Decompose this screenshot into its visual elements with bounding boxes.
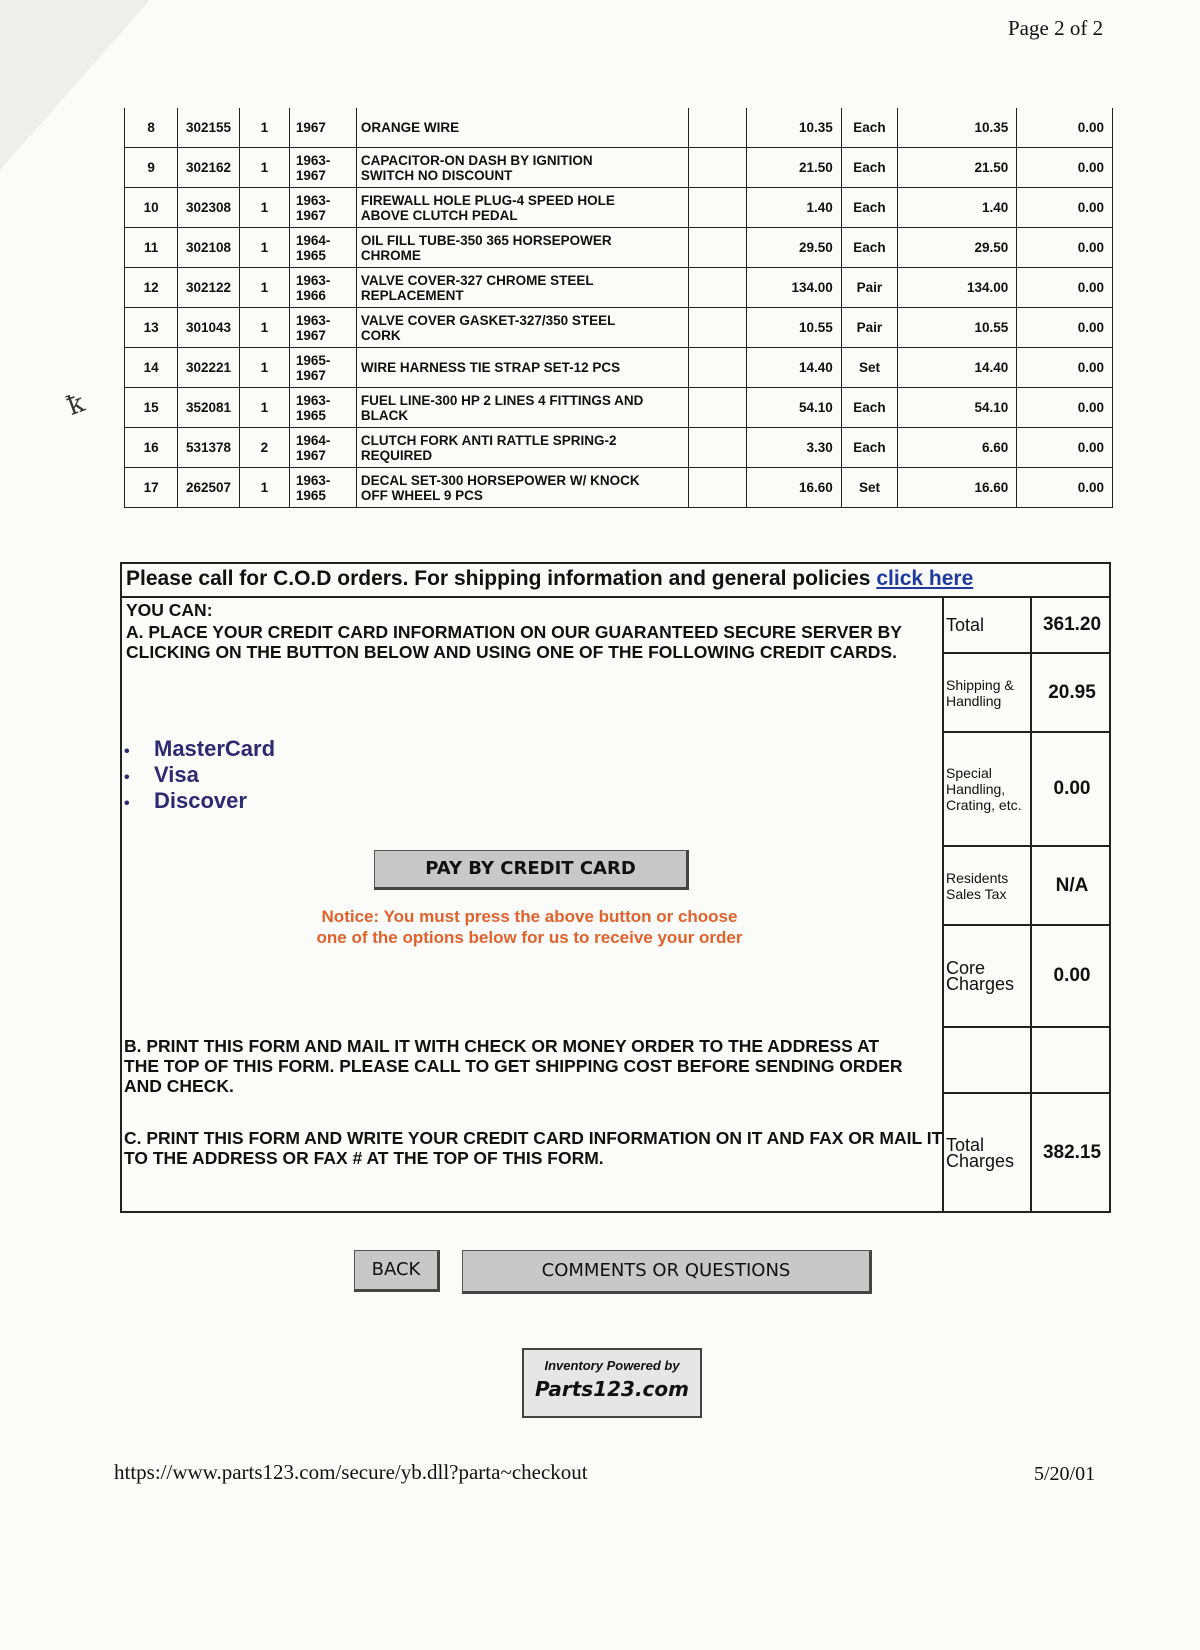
credit-card-list (124, 736, 275, 814)
tax-cell: 0.00 (1017, 348, 1113, 388)
order-notice: Notice: You must press the above button or choose one of the options below for us to receive your order (316, 907, 743, 947)
total-charges-row (942, 1092, 1110, 1211)
line-number-cell: 8 (125, 108, 178, 148)
back-button[interactable]: BACK (354, 1250, 440, 1292)
special-handling-value: 0.00 (1030, 733, 1112, 845)
part-number-cell: 302221 (178, 348, 240, 388)
quantity-cell: 2 (239, 428, 289, 468)
extended-price-cell: 6.60 (898, 428, 1017, 468)
payment-options (122, 598, 942, 1211)
part-number-cell: 302162 (178, 148, 240, 188)
shipping-label: Shipping & Handling (946, 676, 1014, 709)
line-number-cell: 14 (125, 348, 178, 388)
table-row (125, 428, 1113, 468)
spacer-cell (1030, 1028, 1112, 1092)
description-line-1: WIRE HARNESS TIE STRAP SET-12 PCS (360, 360, 621, 375)
tax-cell: 0.00 (1017, 228, 1113, 268)
description-line-1: ORANGE WIRE (360, 120, 460, 135)
description-line-2: CHROME (360, 247, 421, 263)
description-cell (356, 188, 688, 228)
line-number-cell: 9 (125, 148, 178, 188)
print-date: 5/20/01 (1034, 1463, 1096, 1485)
description-cell (356, 148, 688, 188)
part-number-cell: 352081 (178, 388, 240, 428)
spacer-row (942, 1026, 1110, 1092)
special-handling-row (942, 731, 1110, 845)
extended-price-cell: 14.40 (898, 348, 1017, 388)
tax-cell: 0.00 (1017, 188, 1113, 228)
line-number-cell: 15 (125, 388, 178, 428)
description-line-2: REPLACEMENT (360, 287, 464, 303)
page-number: Page 2 of 2 (1008, 16, 1104, 40)
part-number-cell: 302308 (178, 188, 240, 228)
unit-cell: Set (841, 348, 897, 388)
description-cell (356, 388, 688, 428)
unit-cell: Each (841, 148, 897, 188)
handwritten-margin-mark: ꝁ (63, 388, 89, 422)
line-number-cell: 12 (125, 268, 178, 308)
year-range-cell: 1964- 1965 (289, 228, 356, 268)
description-line-1: CAPACITOR-ON DASH BY IGNITION (360, 152, 593, 168)
core-charges-row (942, 924, 1110, 1026)
description-cell (356, 228, 688, 268)
total-charges-value: 382.15 (1030, 1094, 1112, 1211)
part-number-cell: 302155 (178, 108, 240, 148)
total-row (942, 598, 1110, 652)
extended-price-cell: 10.55 (898, 308, 1017, 348)
cod-notice-text: Please call for C.O.D orders. For shipping information and general policies (126, 567, 871, 590)
description-line-1: FIREWALL HOLE PLUG-4 SPEED HOLE (360, 192, 615, 208)
unit-price-cell: 21.50 (747, 148, 842, 188)
table-row (125, 308, 1113, 348)
description-cell (356, 348, 688, 388)
quantity-cell: 1 (239, 108, 289, 148)
unit-price-cell: 3.30 (747, 428, 842, 468)
year-range-cell: 1963- 1965 (289, 388, 356, 428)
option-c-text: C. PRINT THIS FORM AND WRITE YOUR CREDIT CARD INFORMATION ON IT AND FAX OR MAIL IT TO THE ADDRESS OR FAX # AT THE TOP OF THIS FORM. (124, 1128, 943, 1168)
quantity-cell: 1 (239, 188, 289, 228)
extended-price-cell: 29.50 (898, 228, 1017, 268)
tax-cell: 0.00 (1017, 148, 1113, 188)
special-handling-label: Special Handling, Crating, etc. (946, 765, 1022, 813)
residents-tax-label: Residents Sales Tax (946, 869, 1009, 902)
unit-cell: Each (841, 388, 897, 428)
table-row (125, 188, 1113, 228)
total-value: 361.20 (1030, 598, 1112, 652)
extended-price-cell: 16.60 (898, 468, 1017, 508)
order-items-table (124, 108, 1113, 508)
comments-or-questions-button[interactable]: COMMENTS OR QUESTIONS (462, 1250, 872, 1294)
year-range-cell: 1963- 1967 (289, 148, 356, 188)
residents-tax-row (942, 845, 1110, 924)
unit-price-cell: 29.50 (747, 228, 842, 268)
blank-cell (688, 108, 746, 148)
residents-tax-value: N/A (1030, 847, 1112, 924)
tax-cell: 0.00 (1017, 268, 1113, 308)
blank-cell (688, 148, 746, 188)
blank-cell (688, 308, 746, 348)
unit-price-cell: 16.60 (747, 468, 842, 508)
total-label: Total (946, 615, 985, 635)
shipping-row (942, 652, 1110, 731)
line-number-cell: 17 (125, 468, 178, 508)
description-line-2: ABOVE CLUTCH PEDAL (360, 207, 518, 223)
blank-cell (688, 228, 746, 268)
extended-price-cell: 54.10 (898, 388, 1017, 428)
year-range-cell: 1963- 1967 (289, 188, 356, 228)
unit-cell: Each (841, 428, 897, 468)
tax-cell: 0.00 (1017, 428, 1113, 468)
description-line-2: CORK (360, 327, 401, 343)
card-discover: • Discover (124, 788, 275, 814)
option-b-text: B. PRINT THIS FORM AND MAIL IT WITH CHECK OR MONEY ORDER TO THE ADDRESS AT THE TOP OF THIS FORM. PLEASE CALL TO GET SHIPPING COST BEFORE SENDING ORDER AND CHECK. (124, 1036, 903, 1096)
description-cell (356, 428, 688, 468)
unit-cell: Set (841, 468, 897, 508)
shipping-value: 20.95 (1030, 654, 1112, 731)
you-can-label: YOU CAN: (126, 600, 213, 620)
quantity-cell: 1 (239, 308, 289, 348)
unit-cell: Each (841, 188, 897, 228)
line-number-cell: 11 (125, 228, 178, 268)
core-charges-value: 0.00 (1030, 926, 1112, 1026)
total-charges-label: Total Charges (946, 1134, 1015, 1171)
quantity-cell: 1 (239, 268, 289, 308)
line-number-cell: 16 (125, 428, 178, 468)
card-visa: • Visa (124, 762, 275, 788)
description-line-1: OIL FILL TUBE-350 365 HORSEPOWER (360, 232, 612, 248)
year-range-cell: 1967 (289, 108, 356, 148)
checkout-form (120, 562, 1111, 1213)
description-cell (356, 308, 688, 348)
option-a-text: A. PLACE YOUR CREDIT CARD INFORMATION ON OUR GUARANTEED SECURE SERVER BY CLICKING ON THE BUTTON BELOW AND USING ONE OF THE FOLLOWING CREDIT CARDS. (126, 622, 902, 662)
unit-price-cell: 1.40 (747, 188, 842, 228)
unit-price-cell: 134.00 (747, 268, 842, 308)
description-cell (356, 108, 688, 148)
description-line-1: DECAL SET-300 HORSEPOWER W/ KNOCK (360, 472, 640, 488)
extended-price-cell: 10.35 (898, 108, 1017, 148)
table-row (125, 228, 1113, 268)
powered-by-text: Inventory Powered by (544, 1358, 680, 1373)
line-number-cell: 13 (125, 308, 178, 348)
unit-cell: Pair (841, 308, 897, 348)
quantity-cell: 1 (239, 228, 289, 268)
table-row (125, 148, 1113, 188)
blank-cell (688, 348, 746, 388)
parts123-logo: Parts123.com (535, 1377, 689, 1401)
line-number-cell: 10 (125, 188, 178, 228)
core-charges-label: Core Charges (946, 958, 1015, 994)
part-number-cell: 302108 (178, 228, 240, 268)
unit-price-cell: 54.10 (747, 388, 842, 428)
extended-price-cell: 1.40 (898, 188, 1017, 228)
description-line-2: SWITCH NO DISCOUNT (360, 167, 513, 183)
year-range-cell: 1965- 1967 (289, 348, 356, 388)
tax-cell: 0.00 (1017, 308, 1113, 348)
blank-cell (688, 188, 746, 228)
year-range-cell: 1963- 1966 (289, 268, 356, 308)
table-row (125, 388, 1113, 428)
table-row (125, 108, 1113, 148)
quantity-cell: 1 (239, 148, 289, 188)
extended-price-cell: 21.50 (898, 148, 1017, 188)
table-row (125, 468, 1113, 508)
tax-cell: 0.00 (1017, 388, 1113, 428)
part-number-cell: 262507 (178, 468, 240, 508)
parts123-logo-badge[interactable] (522, 1348, 702, 1418)
unit-price-cell: 14.40 (747, 348, 842, 388)
page-url: https://www.parts123.com/secure/yb.dll?parta~checkout (114, 1460, 588, 1484)
quantity-cell: 1 (239, 468, 289, 508)
description-cell (356, 468, 688, 508)
year-range-cell: 1964- 1967 (289, 428, 356, 468)
part-number-cell: 531378 (178, 428, 240, 468)
part-number-cell: 301043 (178, 308, 240, 348)
blank-cell (688, 468, 746, 508)
description-cell (356, 268, 688, 308)
quantity-cell: 1 (239, 388, 289, 428)
extended-price-cell: 134.00 (898, 268, 1017, 308)
pay-by-credit-card-button[interactable]: PAY BY CREDIT CARD (374, 850, 689, 890)
tax-cell: 0.00 (1017, 468, 1113, 508)
description-line-1: VALVE COVER GASKET-327/350 STEEL (360, 312, 616, 328)
blank-cell (688, 388, 746, 428)
card-mastercard: • MasterCard (124, 736, 275, 762)
tax-cell: 0.00 (1017, 108, 1113, 148)
description-line-2: BLACK (360, 407, 409, 423)
unit-cell: Each (841, 108, 897, 148)
unit-cell: Each (841, 228, 897, 268)
blank-cell (688, 268, 746, 308)
table-row (125, 268, 1113, 308)
unit-price-cell: 10.55 (747, 308, 842, 348)
click-here-link[interactable]: click here (876, 567, 974, 590)
blank-cell (688, 428, 746, 468)
cod-notice-header (122, 564, 1109, 598)
description-line-1: CLUTCH FORK ANTI RATTLE SPRING-2 (360, 432, 617, 448)
table-row (125, 348, 1113, 388)
unit-price-cell: 10.35 (747, 108, 842, 148)
description-line-1: FUEL LINE-300 HP 2 LINES 4 FITTINGS AND (360, 392, 644, 408)
description-line-1: VALVE COVER-327 CHROME STEEL (360, 272, 594, 288)
quantity-cell: 1 (239, 348, 289, 388)
part-number-cell: 302122 (178, 268, 240, 308)
year-range-cell: 1963- 1967 (289, 308, 356, 348)
description-line-2: OFF WHEEL 9 PCS (360, 487, 483, 503)
description-line-2: REQUIRED (360, 447, 433, 463)
year-range-cell: 1963- 1965 (289, 468, 356, 508)
unit-cell: Pair (841, 268, 897, 308)
